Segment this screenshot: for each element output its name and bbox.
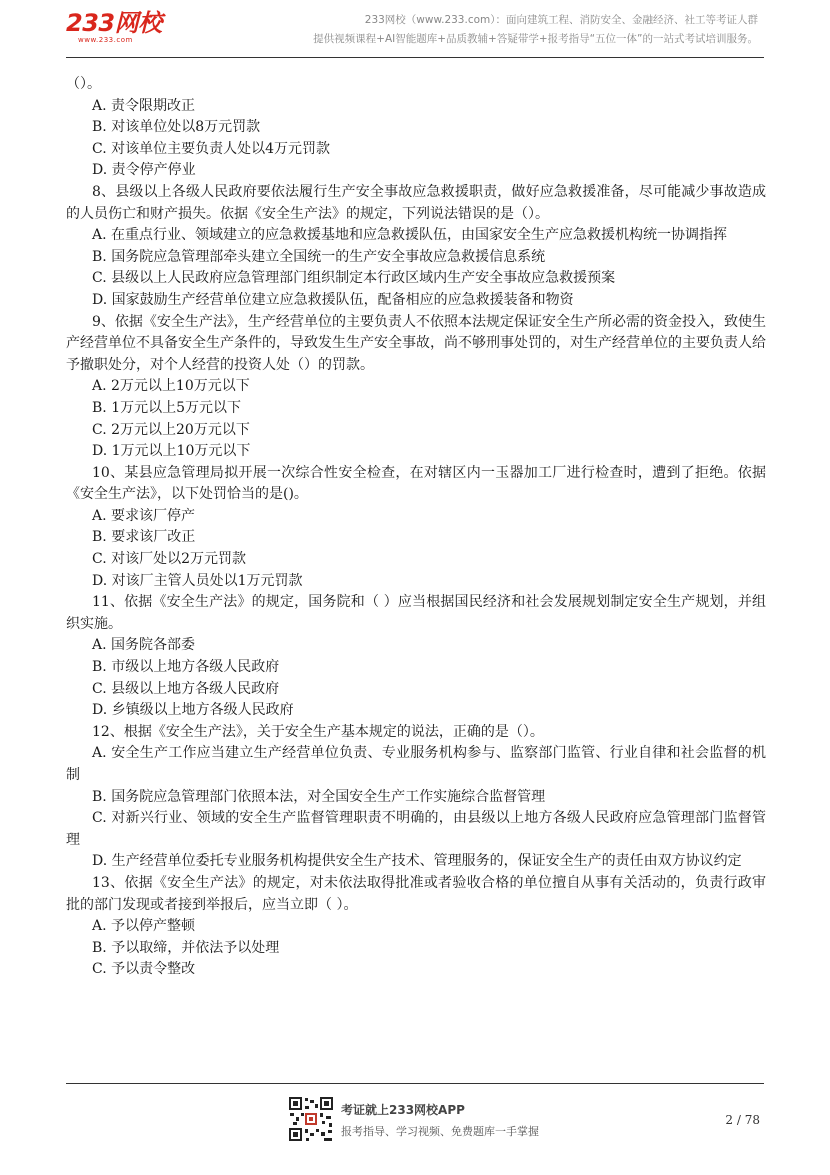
question-12: 12、根据《安全生产法》，关于安全生产基本规定的说法，正确的是（）。 (92, 723, 544, 740)
option-line: C. 县级以上地方各级人民政府 (92, 680, 280, 697)
page-header (0, 0, 830, 62)
option-line: C. 县级以上人民政府应急管理部门组织制定本行政区域内生产安全事故应急救援预案 (92, 270, 616, 287)
question-11: 11、依据《安全生产法》的规定，国务院和（ ）应当根据国民经济和社会发展规划制定安全生产规划，并组织实施。 (66, 594, 766, 632)
footer-app-title: 考证就上233网校APP (341, 1103, 465, 1117)
option-line: A. 予以停产整顿 (92, 918, 196, 935)
option-line: A. 要求该厂停产 (92, 507, 196, 524)
option-line: D. 1万元以上10万元以下 (92, 443, 251, 460)
logo-text: 233网校 (66, 9, 162, 37)
option-line: B. 予以取缔，并依法予以处理 (92, 939, 280, 956)
question-9: 9、依据《安全生产法》，生产经营单位的主要负责人不依照本法规定保证安全生产所必需的资金投入，致使生产经营单位不具备安全生产条件的，导致发生生产安全事故，尚不够刑事处罚的，对生产经营单位的主要负责人给予撤职处分，对个人经营的投资人处（）的罚款。 (66, 313, 766, 373)
footer-app-subtitle: 报考指导、学习视频、免费题库一手掌握 (341, 1125, 539, 1138)
logo-url: www.233.com (78, 36, 133, 44)
option-line: B. 1万元以上5万元以下 (92, 399, 242, 416)
option-line: B. 国务院应急管理部牵头建立全国统一的生产安全事故应急救援信息系统 (92, 248, 546, 265)
option-line: A. 责令限期改正 (92, 97, 196, 114)
page-number: 2 / 78 (725, 1113, 760, 1127)
option-line: C. 2万元以上20万元以下 (92, 421, 250, 438)
question-10: 10、某县应急管理局拟开展一次综合性安全检查，在对辖区内一玉器加工厂进行检查时，遭到了拒绝。依据《安全生产法》，以下处罚恰当的是()。 (66, 464, 766, 503)
header-tagline-2: 提供视频课程+AI智能题库+品质教辅+答疑带学+报考指导“五位一体”的一站式考试培训服务。 (313, 33, 758, 45)
question-13: 13、依据《安全生产法》的规定，对未依法取得批准或者验收合格的单位擅自从事有关活动的，负责行政审批的部门发现或者接到举报后，应当立即（ ）。 (66, 874, 766, 913)
qr-code-icon (288, 1096, 334, 1142)
footer-divider (66, 1083, 764, 1084)
option-line: C. 对该厂处以2万元罚款 (92, 551, 247, 568)
header-tagline-1: 233网校（www.233.com）：面向建筑工程、消防安全、金融经济、社工等考证人群 (364, 14, 758, 26)
option-line: D. 国家鼓励生产经营单位建立应急救援队伍，配备相应的应急救援装备和物资 (92, 291, 574, 308)
option-line: C. 对新兴行业、领域的安全生产监督管理职责不明确的，由县级以上地方各级人民政府应急管理部门监督管理 (66, 810, 766, 848)
question-8: 8、县级以上各级人民政府要依法履行生产安全事故应急救援职责，做好应急救援准备，尽可能减少事故造成的人员伤亡和财产损失。依据《安全生产法》的规定，下列说法错误的是（）。 (66, 183, 766, 222)
option-line: D. 乡镇级以上地方各级人民政府 (92, 702, 294, 719)
option-line: B. 国务院应急管理部门依照本法，对全国安全生产工作实施综合监督管理 (92, 788, 546, 805)
question-fragment: （）。 (66, 76, 101, 92)
option-line: A. 安全生产工作应当建立生产经营单位负责、专业服务机构参与、监察部门监管、行业自律和社会监督的机制 (66, 745, 766, 783)
option-line: D. 对该厂主管人员处以1万元罚款 (92, 572, 303, 589)
option-line: A. 2万元以上10万元以下 (92, 378, 250, 395)
option-line: C. 予以责令整改 (92, 961, 196, 978)
option-line: A. 在重点行业、领域建立的应急救援基地和应急救援队伍，由国家安全生产应急救援机构统一协调指挥 (92, 227, 728, 244)
option-line: B. 对该单位处以8万元罚款 (92, 119, 261, 136)
option-line: B. 要求该厂改正 (92, 529, 196, 546)
header-divider (66, 57, 764, 58)
option-line: D. 生产经营单位委托专业服务机构提供安全生产技术、管理服务的，保证安全生产的责任由双方协议约定 (92, 853, 742, 870)
document-body (66, 74, 766, 981)
option-line: B. 市级以上地方各级人民政府 (92, 659, 280, 676)
option-line: A. 国务院各部委 (92, 637, 196, 654)
option-line: C. 对该单位主要负责人处以4万元罚款 (92, 140, 331, 157)
option-line: D. 责令停产停业 (92, 162, 196, 179)
brand-logo (66, 10, 176, 46)
